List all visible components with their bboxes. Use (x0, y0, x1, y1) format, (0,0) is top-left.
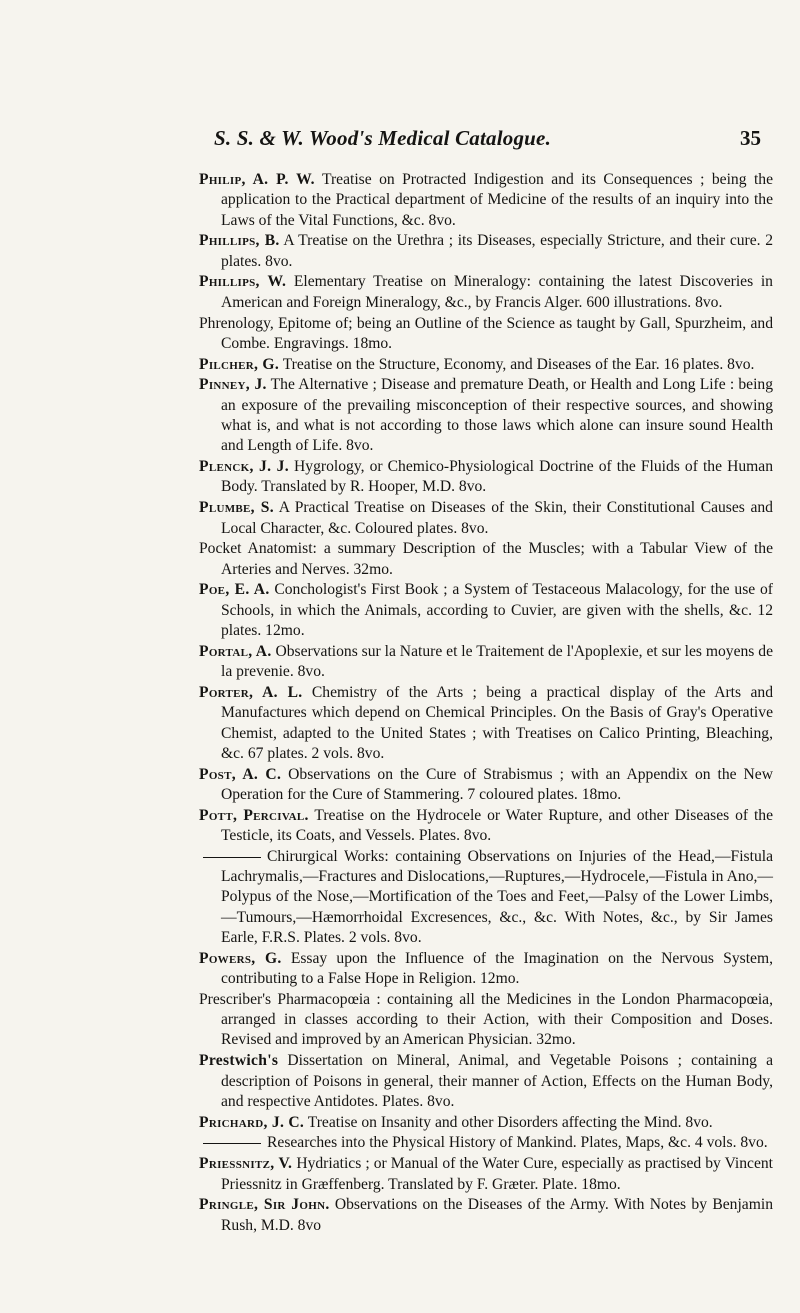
entry-author: Post, A. C. (199, 765, 282, 783)
entry-description: Observations sur la Nature et le Traitement de l'Apoplexie, et sur les moyens de la prevenie. 8vo. (221, 642, 773, 681)
catalogue-entry (199, 457, 773, 498)
catalogue-entry (199, 539, 773, 580)
entry-description: Essay upon the Influence of the Imagination on the Nervous System, contributing to a False Hope in Religion. 12mo. (221, 949, 773, 988)
entry-description: Hydriatics ; or Manual of the Water Cure, especially as practised by Vincent Priessnitz in Græffenberg. Translated by F. Græter. Plate. 18mo. (221, 1155, 774, 1193)
entry-author: Pilcher, G. (199, 355, 280, 373)
catalogue-entry (199, 231, 773, 272)
entry-description: Hygrology, or Chemico-Physiological Doctrine of the Fluids of the Human Body. Translated by R. Hooper, M.D. 8vo. (221, 458, 773, 496)
entry-description: A Treatise on the Urethra ; its Diseases, especially Stricture, and their cure. 2 plates. 8vo. (221, 232, 773, 270)
entry-author: Prestwich's (199, 1052, 279, 1070)
page-header (0, 126, 800, 158)
catalogue-entry (199, 806, 773, 847)
entry-description: Pocket Anatomist: a summary Description of the Muscles; with a Tabular View of the Arteries and Nerves. 32mo. (199, 540, 773, 578)
entry-description: Observations on the Cure of Strabismus ; with an Appendix on the New Operation for the Cure of Stammering. 7 coloured plates. 18mo. (221, 765, 773, 803)
catalogue-entry (199, 498, 773, 539)
catalogue-entry (199, 642, 773, 683)
catalogue-entry (199, 765, 773, 806)
entry-author: Phillips, W. (199, 273, 287, 291)
entry-description: Chirurgical Works: containing Observations on Injuries of the Head,—Fistula Lachrymalis,—Fractures and Dislocations,—Ruptures,—Hydrocele,—Fistula in Ano,—Polypus of the Nose,—Mortification of the Toes and Feet,—Palsy of the Lower Limbs,—Tumours,—Hæmorrhoidal Excresences, &c., &c. With Notes, &c., by Sir James Earle, F.R.S. Plates. 2 vols. 8vo. (221, 847, 773, 946)
entry-author: Powers, G. (199, 949, 282, 967)
catalogue-entry (199, 272, 773, 313)
catalogue-entry (199, 1195, 773, 1236)
catalogue-entry (199, 1051, 773, 1112)
entry-description: Phrenology, Epitome of; being an Outline of the Science as taught by Gall, Spurzheim, and Combe. Engravings. 18mo. (199, 314, 773, 352)
catalogue-entry (199, 683, 773, 764)
page-number: 35 (740, 126, 761, 150)
entry-author: Porter, A. L. (199, 683, 303, 701)
entry-description: Observations on the Diseases of the Army. With Notes by Benjamin Rush, M.D. 8vo (221, 1196, 773, 1234)
catalogue-entry (199, 170, 773, 231)
entry-author: Philip, A. P. W. (199, 171, 315, 188)
catalogue-entries (199, 170, 773, 1236)
entry-description: Conchologist's First Book ; a System of Testaceous Malacology, for the use of Schools, in which the Animals, according to Cuvier, are given with the shells, &c. 12 plates. 12mo. (221, 581, 773, 640)
entry-description: Treatise on Protracted Indigestion and its Consequences ; being the application to the Practical department of Medicine of the results of an inquiry into the Laws of the Vital Functions, &c. 8vo. (221, 171, 773, 229)
entry-description: Dissertation on Mineral, Animal, and Vegetable Poisons ; containing a description of Poisons in general, their manner of Action, Effects on the Human Body, and respective Antidotes. Plates. 8vo. (221, 1052, 773, 1110)
entry-author: Pringle, Sir John. (199, 1196, 330, 1214)
catalogue-entry (199, 375, 773, 456)
entry-description: Treatise on Insanity and other Disorders affecting the Mind. 8vo. (307, 1113, 713, 1131)
catalogue-entry (199, 847, 773, 948)
entry-description: The Alternative ; Disease and premature Death, or Health and Long Life : being an exposure of the prevailing misconception of their respective sources, and showing what is, and what is not according to those laws which alone can insure sound Health and Length of Life. 8vo. (221, 376, 773, 455)
entry-description: Treatise on the Structure, Economy, and Diseases of the Ear. 16 plates. 8vo. (282, 355, 755, 373)
catalogue-entry (199, 1113, 773, 1133)
entry-author: Pott, Percival. (199, 806, 309, 824)
catalogue-entry (199, 990, 773, 1051)
entry-description: Researches into the Physical History of Mankind. Plates, Maps, &c. 4 vols. 8vo. (267, 1134, 768, 1152)
entry-author: Plumbe, S. (199, 499, 274, 517)
entry-author: Priessnitz, V. (199, 1155, 293, 1173)
catalogue-entry (199, 949, 773, 990)
entry-author: Phillips, B. (199, 232, 280, 250)
entry-author: Prichard, J. C. (199, 1113, 305, 1131)
entry-author: Poe, E. A. (199, 581, 270, 599)
entry-author: Portal, A. (199, 642, 272, 660)
entry-description: Chemistry of the Arts ; being a practical display of the Arts and Manufactures which depend on Chemical Principles. On the Basis of Gray's Operative Chemist, adapted to the United States ; with Treatises on Calico Printing, Bleaching, &c. 67 plates. 2 vols. 8vo. (221, 683, 774, 762)
ditto-dash (203, 857, 261, 858)
entry-author: Pinney, J. (199, 376, 267, 394)
running-title: S. S. & W. Wood's Medical Catalogue. (214, 126, 552, 150)
entry-description: Prescriber's Pharmacopœia : containing all the Medicines in the London Pharmacopœia, arranged in classes according to their Action, with their Composition and Doses. Revised and improved by an American Physician. 32mo. (199, 990, 773, 1049)
entry-description: Elementary Treatise on Mineralogy: containing the latest Discoveries in American and Foreign Mineralogy, &c., by Francis Alger. 600 illustrations. 8vo. (221, 273, 773, 311)
catalogue-entry (199, 355, 773, 375)
entry-description: Treatise on the Hydrocele or Water Rupture, and other Diseases of the Testicle, its Coats, and Vessels. Plates. 8vo. (221, 806, 773, 844)
catalogue-entry (199, 1154, 773, 1195)
catalogue-entry (199, 1133, 773, 1153)
ditto-dash (203, 1143, 261, 1144)
catalogue-entry (199, 314, 773, 355)
entry-author: Plenck, J. J. (199, 458, 289, 476)
catalogue-entry (199, 580, 773, 641)
entry-description: A Practical Treatise on Diseases of the Skin, their Constitutional Causes and Local Character, &c. Coloured plates. 8vo. (221, 499, 773, 537)
